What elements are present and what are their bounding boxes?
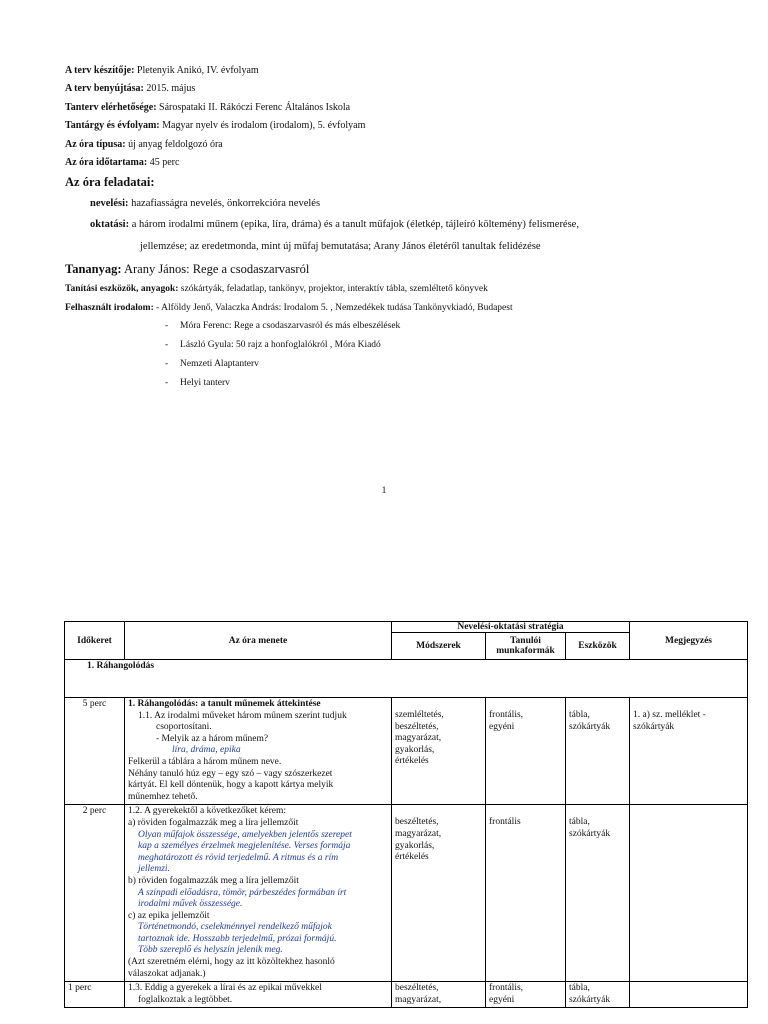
cell-forms: frontális (486, 805, 566, 982)
meta-lesson-type: Az óra típusa: új anyag feldolgozó óra (65, 138, 223, 150)
cell-time: 5 perc (65, 698, 125, 805)
literature-item: - László Gyula: 50 rajz a honfoglalókról , Móra Kiadó (165, 340, 381, 351)
cell-note: 1. a) sz. melléklet - szókártyák (630, 698, 748, 805)
cell-menete: 1.3. Eddig a gyerekek a lírai és az epikai művekkel foglalkoztak a legtöbbet. (125, 982, 392, 1008)
header-strategia: Nevelési-oktatási stratégia (392, 622, 630, 633)
header-megjegyzes: Megjegyzés (630, 622, 748, 660)
page-number: 1 (381, 486, 387, 496)
cell-tools: tábla, szókártyák (566, 805, 630, 982)
irodalom: Felhasznált irodalom: - Alföldy Jenő, Valaczka András: Irodalom 5. , Nemzedékek tudása Tankönyvkiadó, Budapest (65, 302, 513, 313)
section-title: 1. Ráhangolódás (65, 660, 748, 698)
tasks-heading: Az óra feladatai: (65, 175, 155, 190)
cell-note (630, 982, 748, 1008)
cell-forms: frontális, egyéni (486, 698, 566, 805)
literature-item: - Móra Ferenc: Rege a csodaszarvasról és más elbeszélések (165, 321, 401, 332)
meta-author: A terv készítője: Pletenyik Anikó, IV. évfolyam (65, 65, 259, 76)
cell-menete: 1. Ráhangolódás: a tanult műnemek áttekintése 1.1. Az irodalmi műveket három műnem szerint tudjuk csoportosítani. - Melyik az a három műnem? líra, dráma, epika Felkerül a táblára a három műnem neve. Néhány tanuló húz egy – egy szó – vagy szószerkezet kártyát. El kell döntenük, hogy a kapott kártya melyik műnemhez tehető. (125, 698, 392, 805)
meta-subject: Tantárgy és évfolyam: Magyar nyelv és irodalom (irodalom), 5. évfolyam (65, 120, 366, 132)
cell-forms: frontális, egyéni (486, 982, 566, 1008)
meta-duration: Az óra időtartama: 45 perc (65, 156, 180, 168)
literature-item: - Nemzeti Alaptanterv (165, 359, 259, 370)
meta-curriculum: Tanterv elérhetősége: Sárospataki II. Rákóczi Ferenc Általános Iskola (65, 101, 351, 113)
cell-tools: tábla, szókártyák (566, 982, 630, 1008)
table-row (65, 698, 748, 805)
table-row (65, 982, 748, 1008)
cell-methods: beszéltetés, magyarázat, gyakorlás, értékelés (392, 805, 486, 982)
cell-methods: beszéltetés, magyarázat, (392, 982, 486, 1008)
eszkozok: Tanítási eszközök, anyagok: szókártyák, feladatlap, tankönyv, projektor, interaktív tábla, szemléltető könyvek (65, 284, 488, 295)
header-munkaformak: Tanulói munkaformák (486, 633, 566, 660)
table-header-row (65, 622, 748, 633)
header-menete: Az óra menete (125, 622, 392, 660)
header-eszkozok: Eszközök (566, 633, 630, 660)
cell-time: 2 perc (65, 805, 125, 982)
literature-item: - Helyi tanterv (165, 378, 230, 389)
lesson-plan-table (64, 621, 748, 1008)
header-modszerek: Módszerek (392, 633, 486, 660)
literature-list (65, 317, 745, 393)
table-row (65, 805, 748, 982)
cell-menete: 1.2. A gyerekektől a következőket kérem: a) röviden fogalmazzák meg a líra jellemzőit Olyan műfajok összessége, amelyekben jelentős szerepet kap a személyes érzelmek megjelenítése. Verses formája meghatározott és rövid terjedelmű. A ritmus és a rím jellemzi. b) röviden fogalmazzák meg a líra jellemzőit A színpadi előadásra, tömör, párbeszédes formában írt irodalmi művek összessége. c) az epika jellemzőit Történetmondó, cselekménnyel rendelkező műfajok tartoznak ide. Hosszabb terjedelmű, prózai formájú. Több szereplő és helyszín jelenik meg. (Azt szeretném elérni, hogy az itt közöltekhez hasonló válaszokat adjanak.) (125, 805, 392, 982)
lesson-plan-header (65, 62, 745, 393)
tasks-neveles: nevelési: hazafiasságra nevelés, önkorrekcióra nevelés (90, 198, 321, 210)
section-row (65, 660, 748, 698)
tasks-oktatas-cont: jellemzése; az eredetmonda, mint új műfaj bemutatása; Arany János életéről tanultak felidézése (140, 241, 541, 253)
cell-methods: szemléltetés, beszéltetés, magyarázat, gyakorlás, értékelés (392, 698, 486, 805)
tasks-oktatas: oktatási: a három irodalmi műnem (epika, líra, dráma) és a tanult műfajok (életkép, tájleíró költemény) felismerése, (90, 219, 579, 231)
cell-tools: tábla, szókártyák (566, 698, 630, 805)
meta-submission: A terv benyújtása: 2015. május (65, 83, 196, 95)
cell-note (630, 805, 748, 982)
cell-time: 1 perc (65, 982, 125, 1008)
header-idokeret: Időkeret (65, 622, 125, 660)
tananyag: Tananyag: Arany János: Rege a csodaszarvasról (65, 262, 310, 277)
